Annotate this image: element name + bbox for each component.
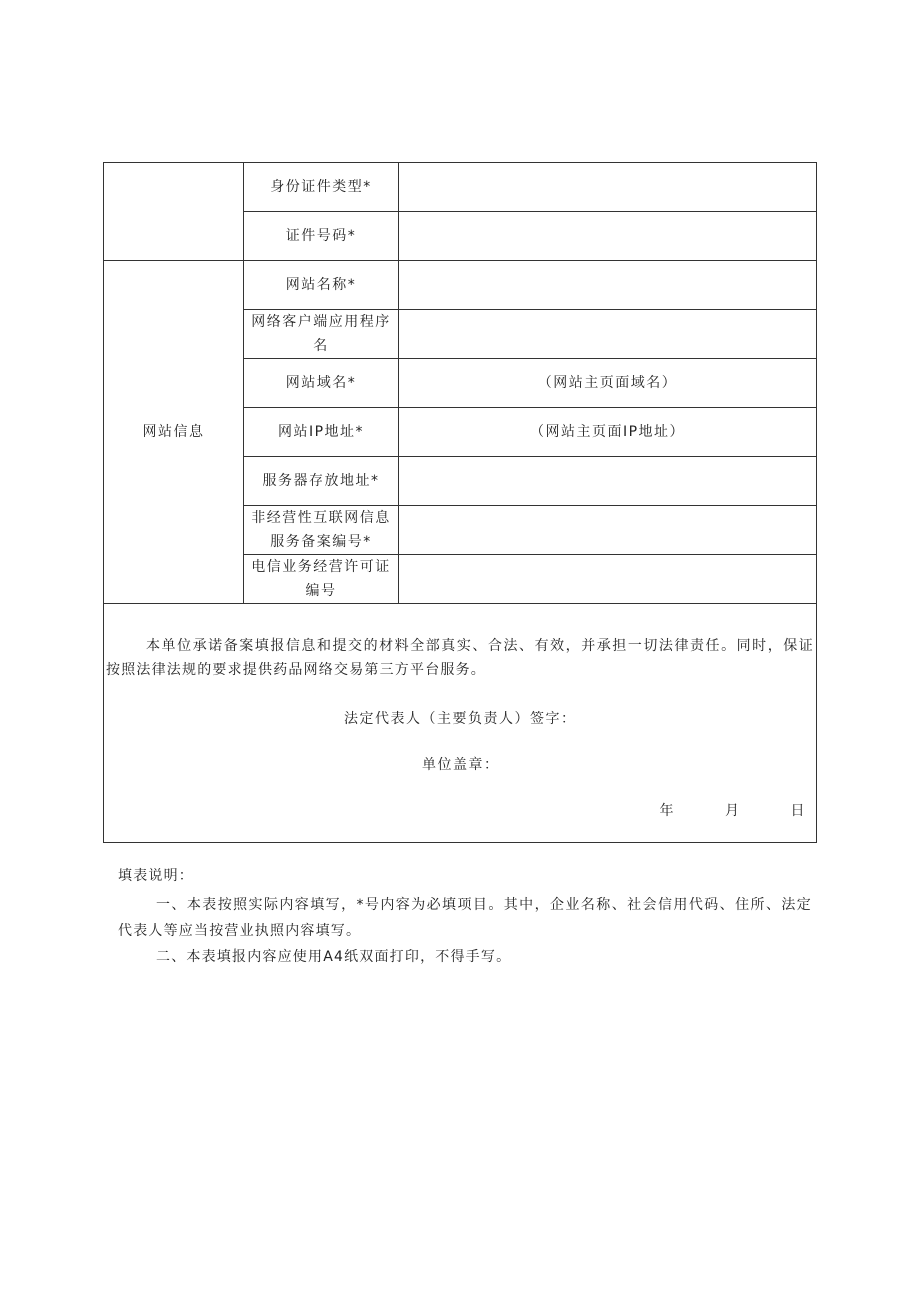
field-label: 证件号码* [244, 212, 399, 261]
group-cell-blank [104, 163, 244, 261]
field-value[interactable] [399, 163, 817, 212]
date-month: 月 [725, 803, 741, 819]
field-label: 网站域名* [244, 359, 399, 408]
field-value[interactable] [399, 310, 817, 359]
table-row [104, 261, 817, 310]
pledge-statement: 本单位承诺备案填报信息和提交的材料全部真实、合法、有效，并承担一切法律责任。同时，保证按照法律法规的要求提供药品网络交易第三方平台服务。 [106, 638, 814, 678]
field-label: 网站IP地址* [244, 408, 399, 457]
field-value[interactable] [399, 506, 817, 555]
pledge-cell [104, 604, 817, 843]
signature-label: 法定代表人（主要负责人）签字： [344, 711, 577, 727]
pledge-section [104, 604, 816, 842]
field-label: 网站名称* [244, 261, 399, 310]
field-label: 电信业务经营许可证编号 [244, 555, 399, 604]
group-label-website-info: 网站信息 [104, 261, 244, 604]
field-label: 网络客户端应用程序名 [244, 310, 399, 359]
field-value[interactable] [399, 261, 817, 310]
date-line [660, 799, 807, 823]
notes-item-1: 一、本表按照实际内容填写，*号内容为必填项目。其中，企业名称、社会信用代码、住所、法定代表人等应当按营业执照内容填写。 [118, 897, 812, 939]
seal-label: 单位盖章： [422, 757, 500, 773]
field-label: 身份证件类型* [244, 163, 399, 212]
filing-form-table [103, 162, 817, 843]
field-value[interactable] [399, 212, 817, 261]
field-value[interactable] [399, 457, 817, 506]
field-label: 非经营性互联网信息服务备案编号* [244, 506, 399, 555]
table-row [104, 163, 817, 212]
field-value[interactable] [399, 555, 817, 604]
pledge-row [104, 604, 817, 843]
field-value[interactable]: （网站主页面IP地址） [399, 408, 817, 457]
date-year: 年 [659, 803, 675, 819]
notes-item-2: 二、本表填报内容应使用A4纸双面打印，不得手写。 [156, 949, 512, 965]
notes-title: 填表说明： [118, 868, 194, 884]
field-label: 服务器存放地址* [244, 457, 399, 506]
field-value[interactable]: （网站主页面域名） [399, 359, 817, 408]
form-notes [118, 862, 812, 970]
date-day: 日 [790, 803, 806, 819]
